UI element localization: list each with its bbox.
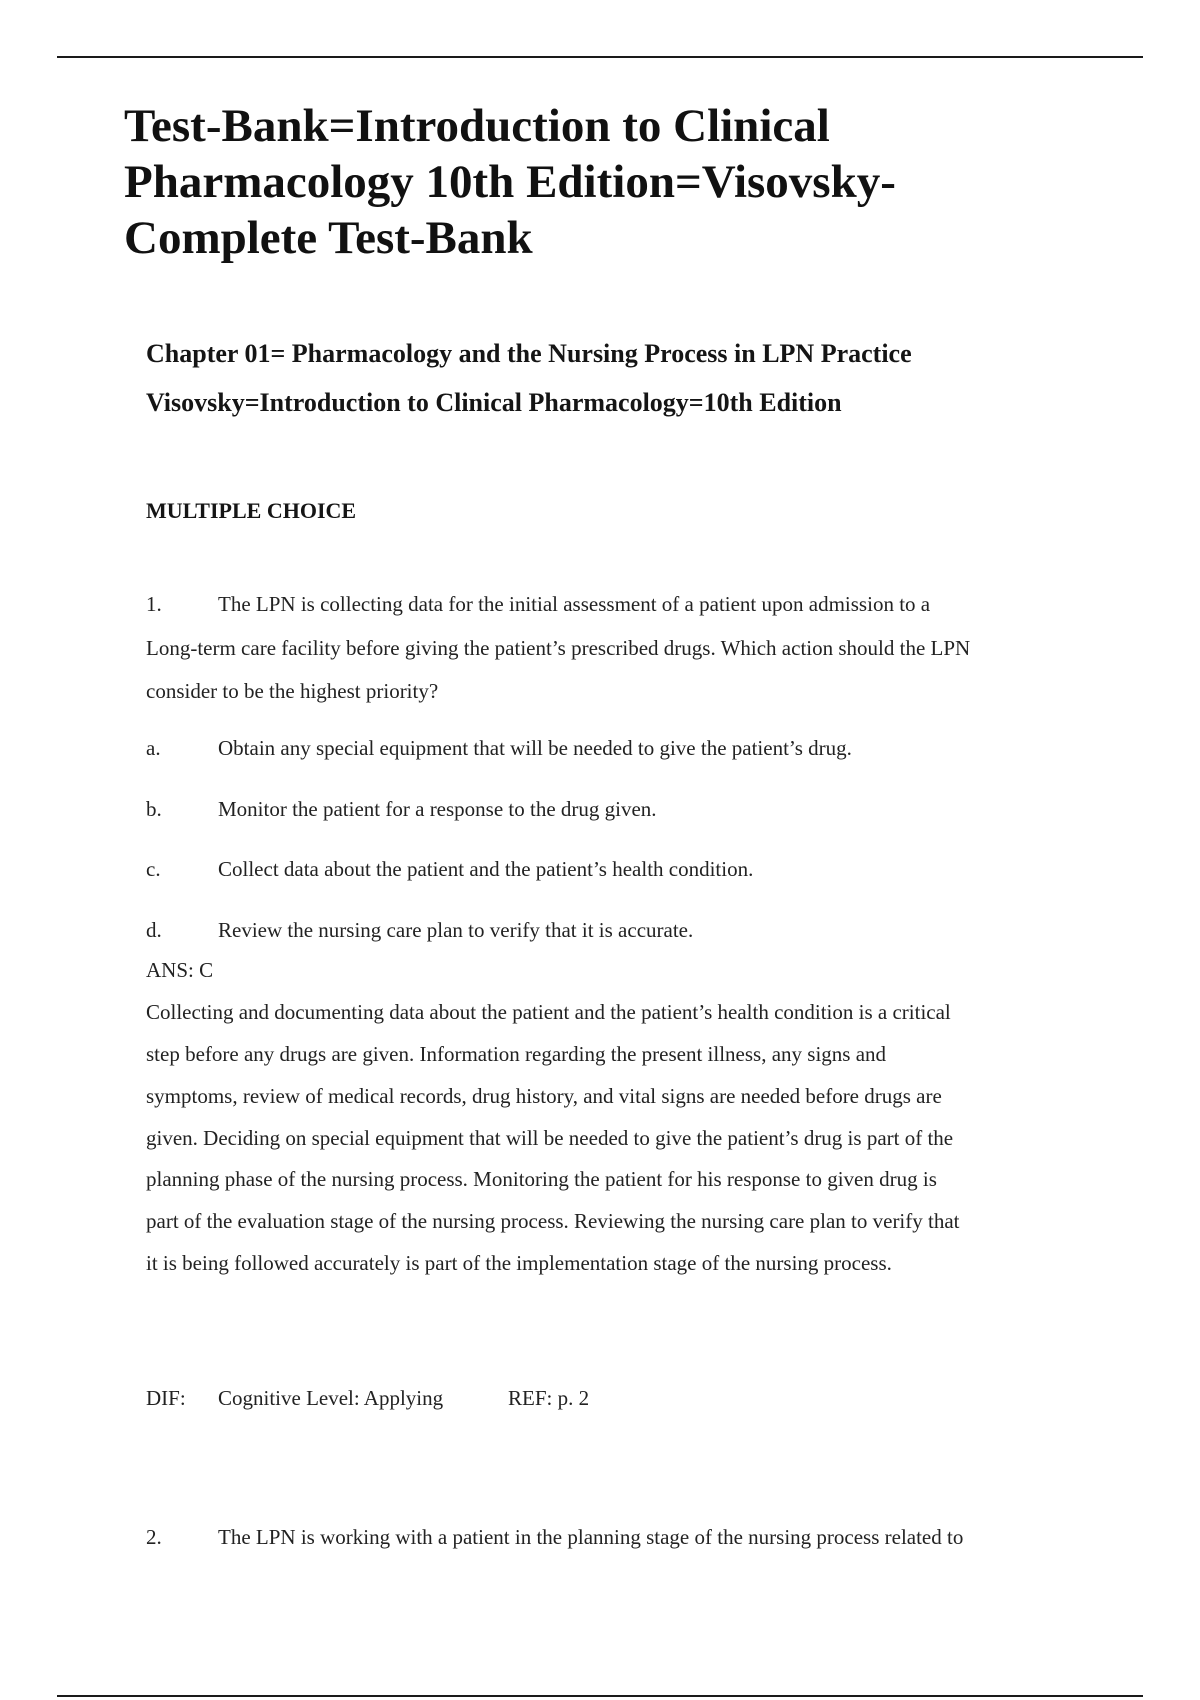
option-letter: b. — [146, 797, 162, 821]
page-reference: REF: p. 2 — [508, 1386, 590, 1410]
question-number: 1. — [146, 592, 162, 616]
section-heading: MULTIPLE CHOICE — [146, 498, 357, 523]
rationale-line: given. Deciding on special equipment that will be needed to give the patient’s drug is part of the — [146, 1126, 954, 1150]
option-letter: c. — [146, 857, 161, 881]
chapter-heading: Chapter 01= Pharmacology and the Nursing Process in LPN Practice — [146, 339, 912, 368]
question-stem-line: The LPN is collecting data for the initial assessment of a patient upon admission to a — [218, 592, 931, 616]
difficulty-value: Cognitive Level: Applying — [218, 1386, 444, 1410]
rationale-line: symptoms, review of medical records, drug history, and vital signs are needed before drugs are — [146, 1084, 942, 1108]
question-number: 2. — [146, 1525, 162, 1549]
option-text: Obtain any special equipment that will be needed to give the patient’s drug. — [218, 736, 852, 760]
document-title — [124, 98, 1024, 266]
question-stem-line: The LPN is working with a patient in the planning stage of the nursing process related to — [218, 1525, 964, 1549]
option-text: Monitor the patient for a response to the drug given. — [218, 797, 657, 821]
question-stem-line: consider to be the highest priority? — [146, 679, 439, 703]
question-stem-line: Long-term care facility before giving the patient’s prescribed drugs. Which action should the LPN — [146, 636, 971, 660]
book-subtitle: Visovsky=Introduction to Clinical Pharmacology=10th Edition — [146, 388, 842, 417]
option-letter: a. — [146, 736, 161, 760]
option-letter: d. — [146, 918, 162, 942]
rationale-line: it is being followed accurately is part of the implementation stage of the nursing process. — [146, 1251, 892, 1275]
rationale-line: step before any drugs are given. Information regarding the present illness, any signs and — [146, 1042, 887, 1066]
title-line-2: Pharmacology 10th Edition=Visovsky- — [124, 156, 896, 208]
title-line-3: Complete Test-Bank — [124, 212, 533, 264]
title-line-1: Test-Bank=Introduction to Clinical — [124, 100, 830, 152]
rationale-line: Collecting and documenting data about the patient and the patient’s health condition is a critical — [146, 1000, 951, 1024]
option-text: Review the nursing care plan to verify that it is accurate. — [218, 918, 694, 942]
option-text: Collect data about the patient and the patient’s health condition. — [218, 857, 754, 881]
rationale-line: planning phase of the nursing process. Monitoring the patient for his response to given drug is — [146, 1167, 937, 1191]
bottom-rule — [57, 1695, 1143, 1697]
answer-key: ANS: C — [146, 958, 214, 982]
rationale-line: part of the evaluation stage of the nursing process. Reviewing the nursing care plan to verify that — [146, 1209, 960, 1233]
top-rule — [57, 56, 1143, 58]
difficulty-label: DIF: — [146, 1386, 186, 1410]
